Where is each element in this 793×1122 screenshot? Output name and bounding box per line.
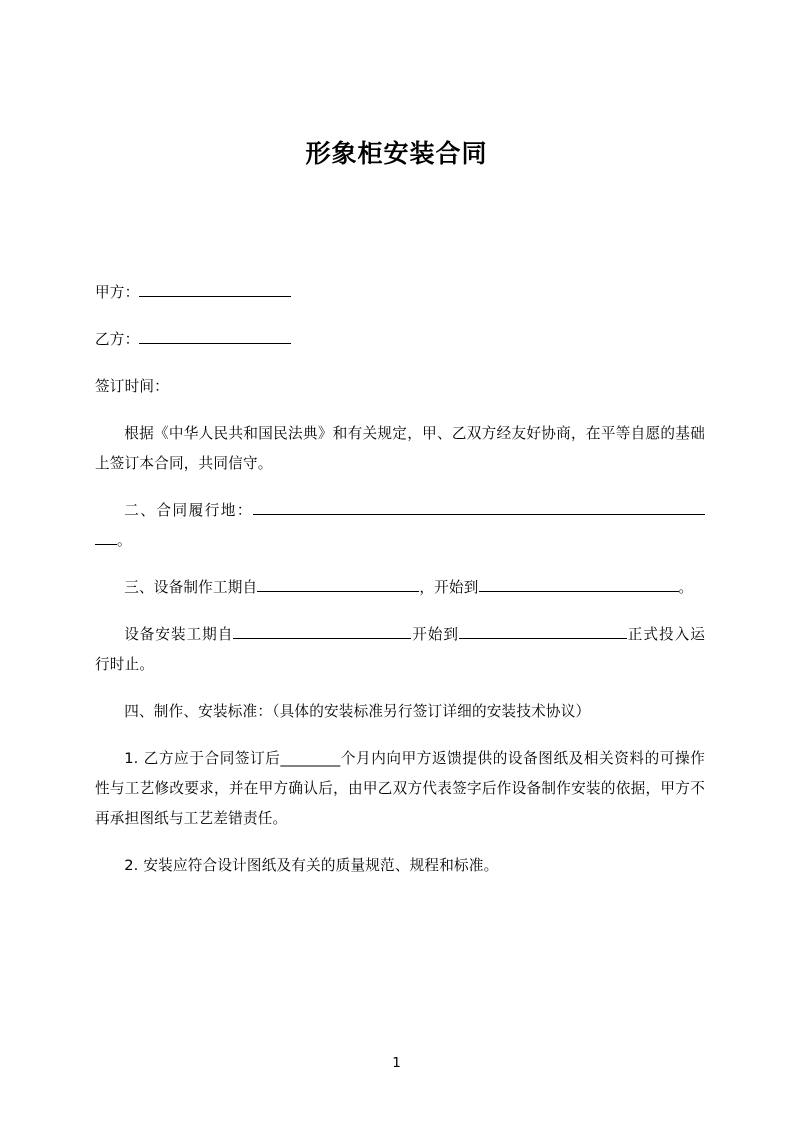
party-a-blank[interactable]	[139, 281, 291, 297]
party-b-line	[95, 325, 705, 355]
clause-two-suffix: 。	[117, 532, 132, 549]
clause-four-item-2: 2. 安装应符合设计图纸及有关的质量规范、规程和标准。	[124, 857, 499, 874]
preamble-paragraph: 根据《中华人民共和国民法典》和有关规定，甲、乙双方经友好协商，在平等自愿的基础上签订本合同，共同信守。	[95, 425, 705, 472]
clause-two-blank-1[interactable]	[253, 499, 705, 515]
clause-three-second-suffix: 正式投入运行时止。	[95, 626, 705, 673]
clause-three-second-prefix: 设备安装工期自	[124, 626, 234, 643]
clause-three-second-mid: 开始到	[411, 626, 459, 643]
install-period-blank-2[interactable]	[459, 623, 627, 639]
clause-three-paragraph	[95, 573, 705, 603]
install-period-blank-1[interactable]	[233, 623, 411, 639]
clause-three-blank-2[interactable]	[479, 576, 631, 592]
clause-two-blank-2[interactable]	[95, 529, 117, 545]
party-b-blank[interactable]	[139, 328, 291, 344]
party-b-label: 乙方：	[95, 331, 140, 348]
party-a-line	[95, 278, 705, 308]
document-body	[95, 278, 705, 898]
clause-three-blank-1[interactable]	[257, 576, 419, 592]
clause-four-item-1: 1. 乙方应于合同签订后________个月内向甲方返馈提供的设备图纸及相关资料的可操作性与工艺修改要求，并在甲方确认后，由甲乙双方代表签字后作设备制作安装的依据，甲方不再承担图纸与工艺差错责任。	[95, 750, 705, 827]
clause-three-mid: ，开始到	[419, 579, 479, 596]
page-number: 1	[392, 1055, 401, 1071]
page-title: 形象柜安装合同	[305, 139, 488, 168]
party-a-label: 甲方：	[95, 284, 140, 301]
clause-two-prefix: 二、合同履行地：	[124, 502, 253, 519]
sign-time-line	[95, 372, 705, 402]
clause-four-paragraph: 四、制作、安装标准：（具体的安装标准另行签订详细的安装技术协议）	[124, 703, 591, 720]
clause-three-prefix: 三、设备制作工期自	[124, 579, 258, 596]
sign-time-label: 签订时间：	[95, 378, 169, 395]
clause-three-second-paragraph	[95, 620, 705, 680]
clause-two-paragraph	[95, 496, 705, 556]
clause-three-suffix: 。	[678, 579, 694, 596]
clause-three-blank-3[interactable]	[631, 576, 679, 592]
